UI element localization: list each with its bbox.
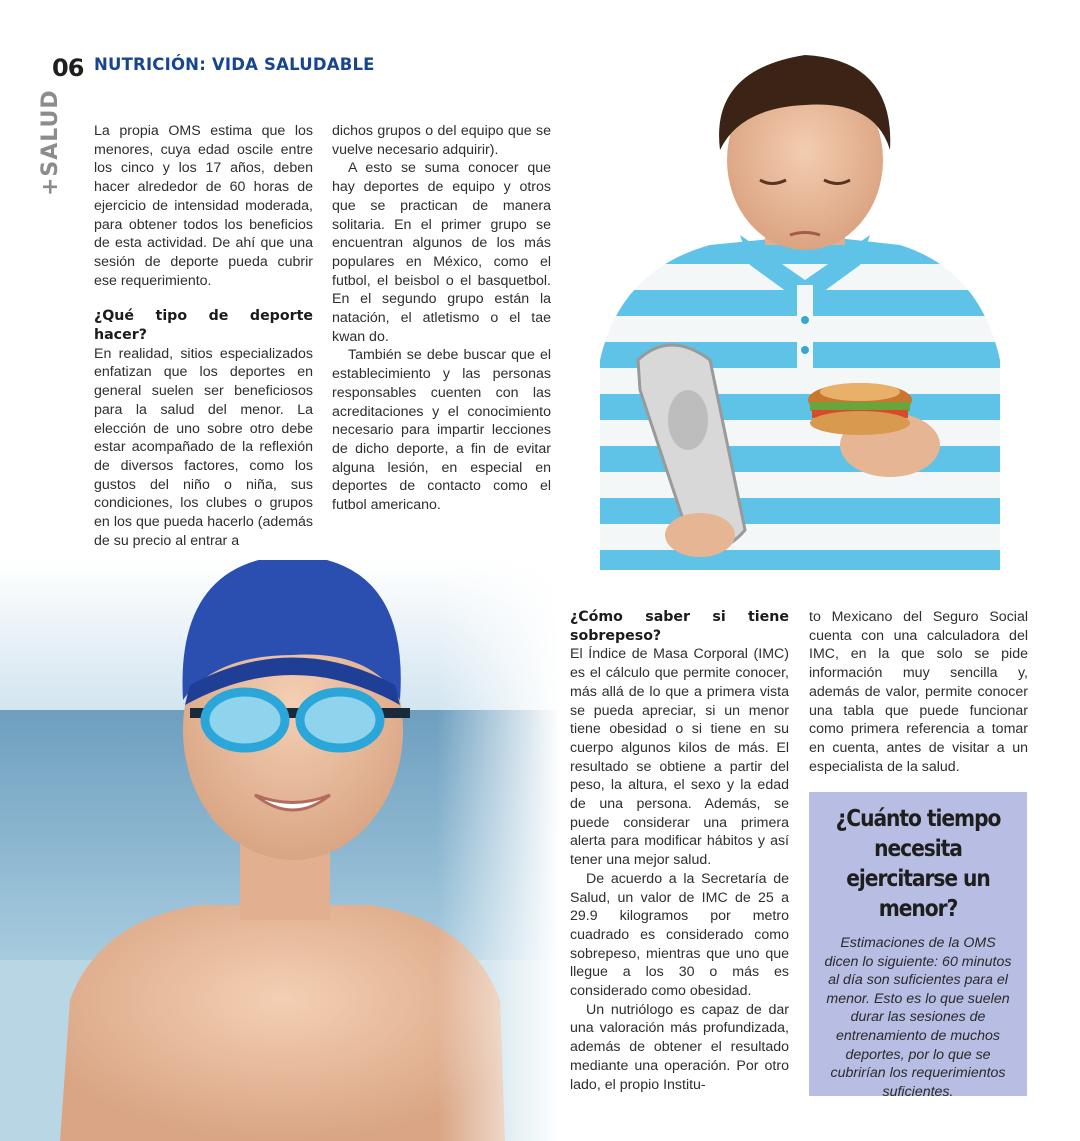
photo-boy-with-scale-and-burger (560, 30, 1050, 590)
page-number: 06 (52, 54, 84, 82)
paragraph: Un nutriólogo es capaz de dar una valoración más profundizada, además de obtener el resultado mediante una operación. Por otro lado, el propio Institu- (570, 1001, 789, 1093)
photo-swimmer-boy (0, 560, 560, 1141)
subheading-sport-type: ¿Qué tipo de deporte hacer? (94, 308, 313, 344)
paragraph: También se debe buscar que el establecimiento y las personas responsables cuenten con las acreditaciones y el conocimiento necesario para impartir lecciones de dicho deporte, a fin de evitar alguna lesión, en especial en deportes de contacto como el futbol americano. (332, 347, 551, 514)
paragraph: dichos grupos o del equipo que se vuelve necesario adquirir). (332, 123, 551, 158)
paragraph: to Mexicano del Seguro Social cuenta con una calculadora del IMC, en la que solo se pide información muy sencilla y, además de valor, permite conocer una tabla que puede funcionar como primera referencia a tomar en cuenta, antes de visitar a un especialista de la salud. (809, 609, 1028, 775)
side-section-label: +SALUD (38, 89, 63, 196)
paragraph: La propia OMS estima que los menores, cuya edad oscile entre los cinco y los 17 años, deben hacer alrededor de 60 horas de ejercicio de intensidad moderada, para obtener todos los beneficios de esta actividad. De ahí que una sesión de deporte pueda cubrir ese requerimiento. (94, 123, 313, 289)
section-title: NUTRICIÓN: VIDA SALUDABLE (94, 55, 375, 74)
article-column-4 (809, 608, 1028, 776)
paragraph: En realidad, sitios especializados enfatizan que los deportes en general suelen ser beneficiosos para la salud del menor. La elección de uno sobre otro debe estar acompañado de la reflexión de diversos factores, como los gustos del niño o niña, sus condiciones, los clubes o grupos en los que pueda hacerlo (además de su precio al entrar a (94, 345, 313, 549)
callout-box (809, 792, 1027, 1100)
callout-title: ¿Cuánto tiempo necesita ejercitarse un menor? (835, 806, 1001, 922)
callout-body: Estimaciones de la OMS dicen lo siguiente: 60 minutos al día son suficientes para el menor. Esto es lo que suelen durar las sesiones de entrenamiento de muchos deportes, por lo que se cubrirían los requerimientos suficientes. (824, 935, 1012, 1100)
paragraph: A esto se suma conocer que hay deportes de equipo y otros que se practican de manera solitaria. En el primer grupo se encuentran algunos de los más populares en México, como el futbol, el beisbol o el basquetbol. En el segundo grupo están la natación, el atletismo o el tae kwan do. (332, 160, 551, 345)
subheading-overweight: ¿Cómo saber si tiene sobrepeso? (570, 609, 789, 644)
article-column-3 (570, 608, 789, 1094)
paragraph: El Índice de Masa Corporal (IMC) es el cálculo que permite conocer, más allá de lo que a primera vista se pueda apreciar, si un menor tiene obesidad o si tiene en su cuerpo algunos kilos de más. El resultado se obtiene a partir del peso, la altura, el sexo y la edad de una persona. Además, se puede considerar una primera alerta para modificar hábitos y así tener una mejor salud. (570, 646, 789, 869)
article-column-2 (332, 122, 551, 515)
paragraph: De acuerdo a la Secretaría de Salud, un valor de IMC de 25 a 29.9 kilogramos por metro cuadrado es considerado como sobrepeso, mientras que uno que llegue a los 30 o más es considerado como obesidad. (570, 870, 789, 1000)
article-column-1 (94, 122, 313, 550)
